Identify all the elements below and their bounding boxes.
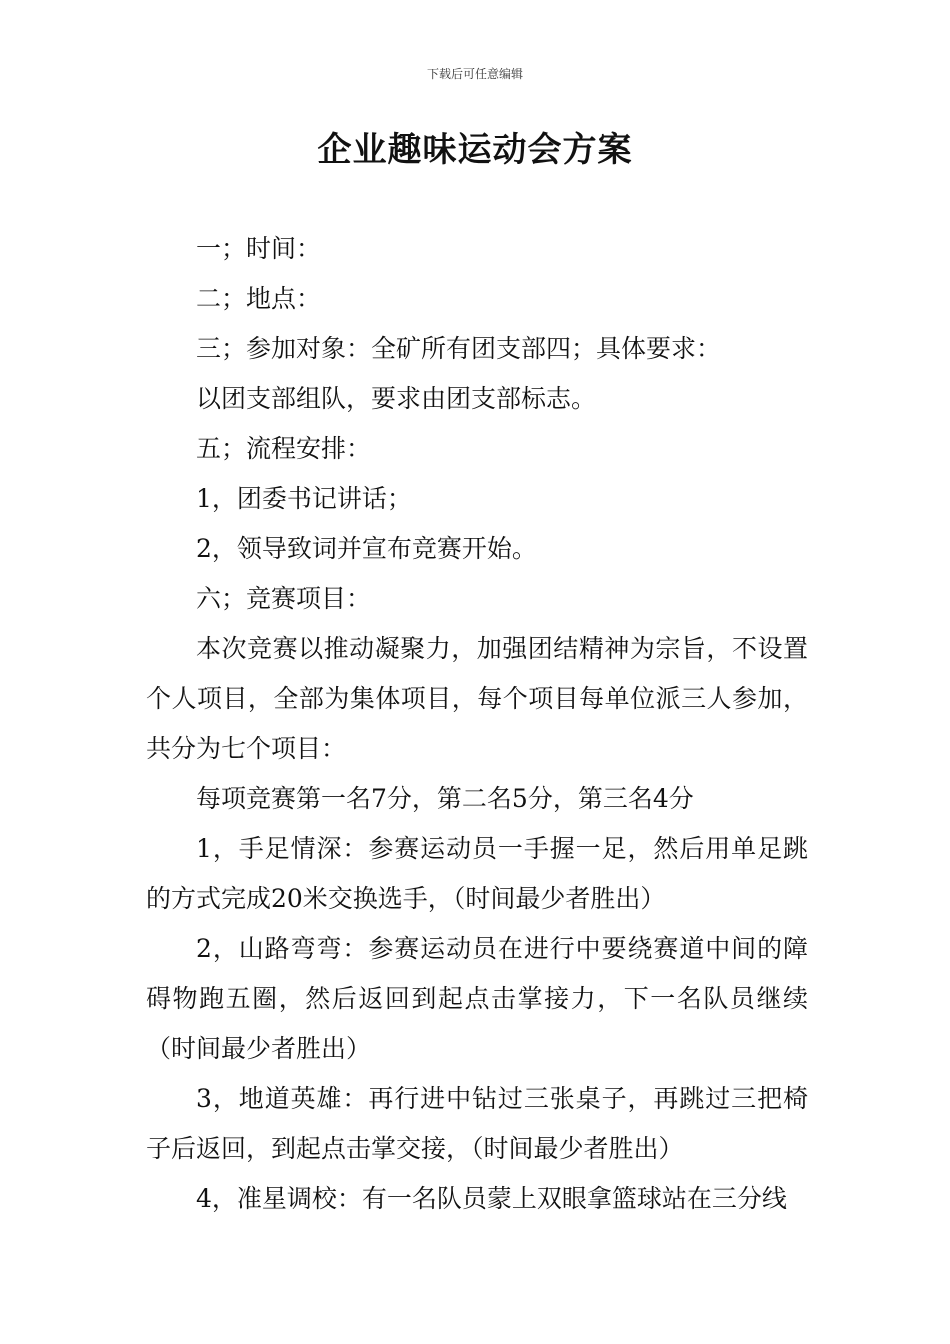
- paragraph-requirements: 以团支部组队，要求由团支部标志。: [196, 384, 597, 413]
- paragraph-process-item-1: 1，团委书记讲话；: [196, 484, 412, 513]
- paragraph-events-intro: 本次竞赛以推动凝聚力，加强团结精神为宗旨，不设置个人项目，全部为集体项目，每个项目每单位派三人参加，共分为七个项目：: [146, 634, 808, 763]
- paragraph-events-heading: 六；竞赛项目：: [196, 584, 372, 613]
- paragraph-time: 一；时间：: [196, 234, 322, 263]
- header-note: 下载后可任意编辑: [426, 67, 523, 81]
- paragraph-event-3: 3，地道英雄：再行进中钻过三张桌子，再跳过三把椅子后返回，到起点击掌交接，（时间最少者胜出）: [146, 1084, 808, 1163]
- paragraph-event-1: 1，手足情深：参赛运动员一手握一足，然后用单足跳的方式完成20米交换选手，（时间最少者胜出）: [146, 834, 808, 913]
- paragraph-process-item-2: 2，领导致词并宣布竞赛开始。: [196, 534, 537, 563]
- paragraph-participants: 三；参加对象：全矿所有团支部四；具体要求：: [196, 334, 722, 363]
- paragraph-event-2: 2，山路弯弯：参赛运动员在进行中要绕赛道中间的障碍物跑五圈，然后返回到起点击掌接力，下一名队员继续（时间最少者胜出）: [146, 934, 808, 1063]
- paragraph-location: 二；地点：: [196, 284, 322, 313]
- paragraph-scoring: 每项竞赛第一名7分，第二名5分，第三名4分: [196, 784, 694, 813]
- paragraph-event-4: 4，准星调校：有一名队员蒙上双眼拿篮球站在三分线: [196, 1184, 787, 1213]
- document-title: 企业趣味运动会方案: [317, 130, 633, 170]
- document-body: [146, 224, 808, 1224]
- paragraph-process-heading: 五；流程安排：: [196, 434, 372, 463]
